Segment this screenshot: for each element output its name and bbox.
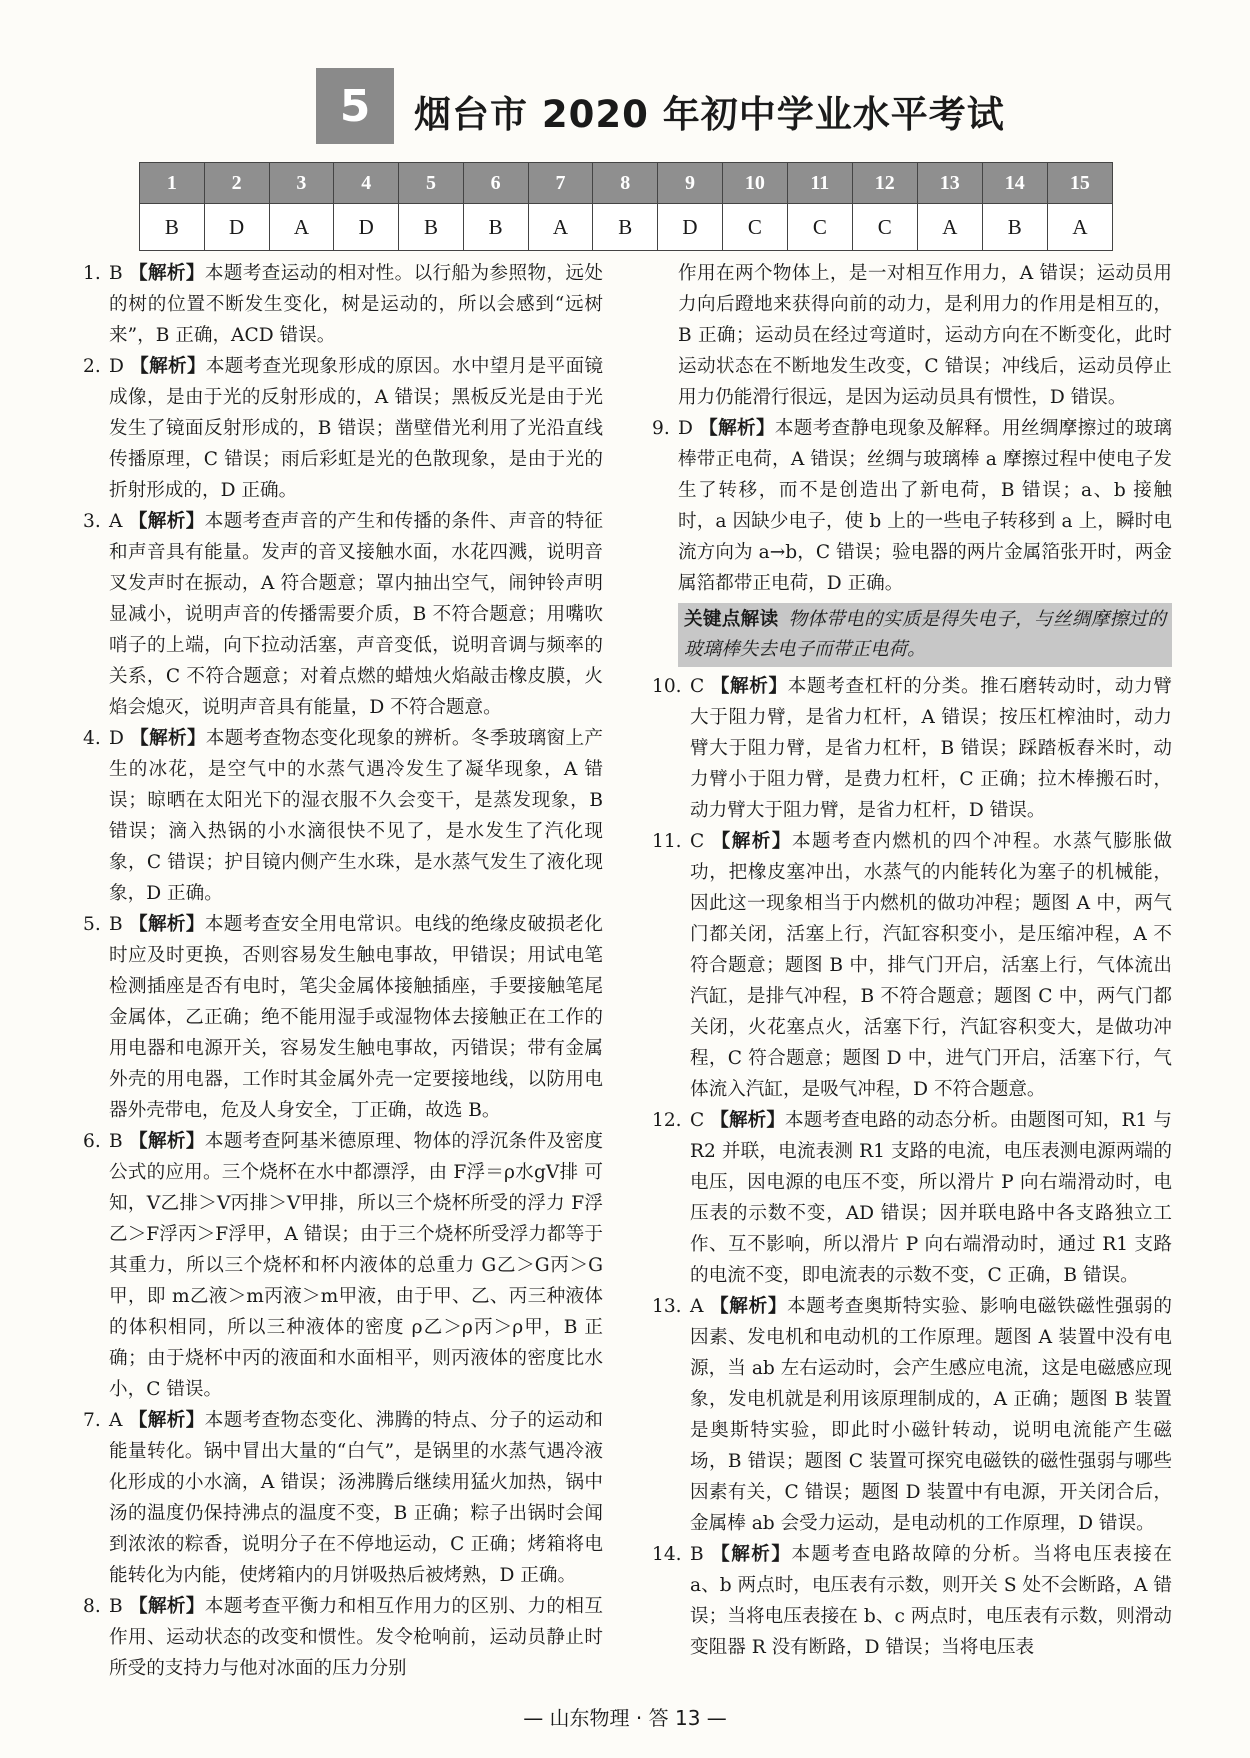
answer-letter: D [109,356,124,377]
question-number: 13. [652,1296,682,1317]
question-number: 4. [83,728,101,749]
question-number: 2. [83,356,101,377]
analysis-tag: 【解析】 [711,1544,792,1565]
answer-table [139,162,1113,251]
question-number: 6. [83,1131,101,1152]
question-number-cell: 11 [787,163,852,204]
analysis-tag: 【解析】 [128,511,205,532]
answer-letter: A [109,511,123,532]
key-point-box [678,603,1172,667]
question-number-cell: 3 [269,163,334,204]
answer-letter: B [109,914,123,935]
explanation-item [652,1539,1172,1663]
explanation-text: 本题考查静电现象及解释。用丝绸摩擦过的玻璃棒带正电荷，A 错误；丝绸与玻璃棒 a 摩擦过程中使电子发生了转移，而不是创造出了新电荷，B 错误；a、b 接触时，a 因缺少电子，使 b 上的一些电子转移到 a 上，瞬时电流方向为 a→b，C 错误；验电器的两片金属箔张开时，两金属箔都带正电荷，D 正确。 [678,418,1172,594]
answer-cell: C [852,204,917,251]
answer-letter: C [690,1110,705,1131]
answer-cell: B [463,204,528,251]
explanation-text: 本题考查阿基米德原理、物体的浮沉条件及密度公式的应用。三个烧杯在水中都漂浮，由 F浮＝ρ水gV排 可知，V乙排＞V丙排＞V甲排，所以三个烧杯所受的浮力 F浮乙＞F浮丙＞F浮甲，A 错误；由于三个烧杯所受浮力都等于其重力，所以三个烧杯和杯内液体的总重力 G乙＞G丙＞G甲，即 m乙液＞m丙液＞m甲液，由于甲、乙、丙三种液体的体积相同，所以三种液体的密度 ρ乙＞ρ丙＞ρ甲，B 正确；由于烧杯中丙的液面和水面相平，则丙液体的密度比水小，C 错误。 [109,1131,603,1400]
explanation-text: 本题考查运动的相对性。以行船为参照物，远处的树的位置不断发生变化，树是运动的，所以会感到“远树来”，B 正确，ACD 错误。 [109,263,603,346]
explanation-item [83,723,603,909]
answer-cell: A [269,204,334,251]
answer-cell: A [1047,204,1112,251]
question-number-cell: 1 [140,163,205,204]
left-column [83,258,603,1684]
explanation-item [652,1105,1172,1291]
analysis-tag: 【解析】 [130,356,206,377]
answer-letter: D [109,728,124,749]
analysis-tag: 【解析】 [130,728,206,749]
question-number-cell: 2 [204,163,269,204]
question-number-cell: 6 [463,163,528,204]
question-number-cell: 13 [917,163,982,204]
answer-cell: B [982,204,1047,251]
question-number: 8. [83,1596,101,1617]
explanation-item [83,351,603,506]
question-number: 10. [652,676,682,697]
answer-table-answer-row [140,204,1113,251]
answer-letter: C [690,831,705,852]
analysis-tag: 【解析】 [711,831,792,852]
explanation-item [83,258,603,351]
explanations-after-key [652,671,1172,1663]
question-number: 1. [83,263,101,284]
question-number: 14. [652,1544,682,1565]
question-number-cell: 14 [982,163,1047,204]
answer-cell: A [917,204,982,251]
answer-letter: C [690,676,705,697]
question-number: 9. [652,418,670,439]
explanation-text: 本题考查奥斯特实验、影响电磁铁磁性强弱的因素、发电机和电动机的工作原理。题图 A 装置中没有电源，当 ab 左右运动时，会产生感应电流，这是电磁感应现象，发电机就是利用该原理制成的，A 正确；题图 B 装置是奥斯特实验，即此时小磁针转动，说明电流能产生磁场，B 错误；题图 C 装置可探究电磁铁的磁性强弱与哪些因素有关，C 错误；题图 D 装置中有电源，开关闭合后，金属棒 ab 会受力运动，是电动机的工作原理，D 错误。 [690,1296,1172,1534]
explanation-item [83,909,603,1126]
answer-letter: A [109,1410,123,1431]
answer-cell: C [787,204,852,251]
answer-cell: B [399,204,464,251]
answer-letter: B [109,1131,123,1152]
explanation-text: 本题考查物态变化、沸腾的特点、分子的运动和能量转化。锅中冒出大量的“白气”，是锅里的水蒸气遇冷液化形成的小水滴，A 错误；汤沸腾后继续用猛火加热，锅中汤的温度仍保持沸点的温度不变，B 正确；粽子出锅时会闻到浓浓的粽香，说明分子在不停地运动，C 正确；烤箱将电能转化为内能，使烤箱内的月饼吸热后被烤熟，D 正确。 [109,1410,603,1586]
question-number: 7. [83,1410,101,1431]
question-number: 12. [652,1110,682,1131]
answer-table-header-row [140,163,1113,204]
explanation-text: 本题考查声音的产生和传播的条件、声音的特征和声音具有能量。发声的音叉接触水面，水花四溅，说明音叉发声时在振动，A 符合题意；罩内抽出空气，闹钟铃声明显减小，说明声音的传播需要介质，B 不符合题意；用嘴吹哨子的上端，向下拉动活塞，声音变低，说明音调与频率的关系，C 不符合题意；对着点燃的蜡烛火焰敲击橡皮膜，火焰会熄灭，说明声音具有能量，D 不符合题意。 [109,511,603,718]
answer-cell: D [334,204,399,251]
answer-cell: B [593,204,658,251]
analysis-tag: 【解析】 [128,1131,205,1152]
explanation-text: 本题考查平衡力和相互作用力的区别、力的相互作用、运动状态的改变和惯性。发令枪响前，运动员静止时所受的支持力与他对冰面的压力分别 [109,1596,603,1679]
analysis-tag: 【解析】 [128,1410,205,1431]
analysis-tag: 【解析】 [128,914,205,935]
question-number-cell: 4 [334,163,399,204]
question-number: 3. [83,511,101,532]
explanation-text: 本题考查内燃机的四个冲程。水蒸气膨胀做功，把橡皮塞冲出，水蒸气的内能转化为塞子的机械能，因此这一现象相当于内燃机的做功冲程；题图 A 中，两气门都关闭，活塞上行，汽缸容积变小，是压缩冲程，A 不符合题意；题图 B 中，排气门开启，活塞上行，气体流出汽缸，是排气冲程，B 不符合题意；题图 C 中，两气门都关闭，火花塞点火，活塞下行，汽缸容积变大，是做功冲程，C 符合题意；题图 D 中，进气门开启，活塞下行，气体流入汽缸，是吸气冲程，D 不符合题意。 [690,831,1172,1100]
analysis-tag: 【解析】 [699,418,775,439]
question-number-cell: 10 [722,163,787,204]
explanation-text: 本题考查安全用电常识。电线的绝缘皮破损老化时应及时更换，否则容易发生触电事故，甲错误；用试电笔检测插座是否有电时，笔尖金属体接触插座，手要接触笔尾金属体，乙正确；绝不能用湿手或湿物体去接触正在工作的用电器和电源开关，容易发生触电事故，丙错误；带有金属外壳的用电器，工作时其金属外壳一定要接地线，以防用电器外壳带电，危及人身安全，丁正确，故选 B。 [109,914,603,1121]
explanation-text: 本题考查电路故障的分析。当将电压表接在 a、b 两点时，电压表有示数，则开关 S 处不会断路，A 错误；当将电压表接在 b、c 两点时，电压表有示数，则滑动变阻器 R 没有断路，D 错误；当将电压表 [690,1544,1172,1658]
section-number-badge: 5 [316,68,394,144]
page-footer: — 山东物理 · 答 13 — [523,1706,727,1730]
answer-letter: D [678,418,693,439]
answer-cell: D [658,204,723,251]
explanation-item [83,1126,603,1405]
question-number: 11. [652,831,682,852]
answer-cell: A [528,204,593,251]
explanations-before-key [652,413,1172,599]
answer-cell: B [140,204,205,251]
answer-cell: D [204,204,269,251]
analysis-tag: 【解析】 [710,676,788,697]
explanation-item [652,826,1172,1105]
question-number-cell: 8 [593,163,658,204]
continued-explanation: 作用在两个物体上，是一对相互作用力，A 错误；运动员用力向后蹬地来获得向前的动力，是利用力的作用是相互的，B 正确；运动员在经过弯道时，运动方向在不断变化，此时运动状态在不断地发生改变，C 错误；冲线后，运动员停止用力仍能滑行很远，是因为运动员具有惯性，D 错误。 [678,263,1172,408]
question-number-cell: 12 [852,163,917,204]
explanation-item [83,1591,603,1684]
question-number-cell: 5 [399,163,464,204]
explanation-text: 本题考查物态变化现象的辨析。冬季玻璃窗上产生的冰花，是空气中的水蒸气遇冷发生了凝华现象，A 错误；晾晒在太阳光下的湿衣服不久会变干，是蒸发现象，B 错误；滴入热锅的小水滴很快不见了，是水发生了汽化现象，C 错误；护目镜内侧产生水珠，是水蒸气发生了液化现象，D 正确。 [109,728,603,904]
page-title: 烟台市 2020 年初中学业水平考试 [414,93,1005,136]
explanation-item [652,1291,1172,1539]
explanation-text: 本题考查杠杆的分类。推石磨转动时，动力臂大于阻力臂，是省力杠杆，A 错误；按压杠榨油时，动力臂大于阻力臂，是省力杠杆，B 错误；踩踏板舂米时，动力臂小于阻力臂，是费力杠杆，C 正确；拉木棒搬石时，动力臂大于阻力臂，是省力杠杆，D 错误。 [690,676,1172,821]
answer-letter: B [690,1544,704,1565]
analysis-tag: 【解析】 [710,1110,786,1131]
explanation-item [652,413,1172,599]
explanation-item [652,671,1172,826]
analysis-tag: 【解析】 [128,1596,205,1617]
right-column [652,258,1172,1663]
explanation-item [83,506,603,723]
question-number-cell: 7 [528,163,593,204]
answer-letter: A [690,1296,704,1317]
answer-letter: B [109,263,123,284]
key-point-label: 关键点解读 [684,609,779,630]
key-point-text: 物体带电的实质是得失电子，与丝绸摩擦过的玻璃棒失去电子而带正电荷。 [684,609,1166,660]
question-number-cell: 9 [658,163,723,204]
explanation-text: 本题考查光现象形成的原因。水中望月是平面镜成像，是由于光的反射形成的，A 错误；黑板反光是由于光发生了镜面反射形成的，B 错误；凿壁借光利用了光沿直线传播原理，C 错误；雨后彩虹是光的色散现象，是由于光的折射形成的，D 正确。 [109,356,603,501]
answer-letter: B [109,1596,123,1617]
explanation-text: 本题考查电路的动态分析。由题图可知，R1 与 R2 并联，电流表测 R1 支路的电流，电压表测电源两端的电压，因电源的电压不变，所以滑片 P 向右端滑动时，电压表的示数不变，AD 错误；因并联电路中各支路独立工作、互不影响，所以滑片 P 向右端滑动时，通过 R1 支路的电流不变，即电流表的示数不变，C 正确，B 错误。 [690,1110,1172,1286]
analysis-tag: 【解析】 [128,263,205,284]
analysis-tag: 【解析】 [710,1296,788,1317]
question-number-cell: 15 [1047,163,1112,204]
answer-cell: C [722,204,787,251]
explanation-item [83,1405,603,1591]
question-number: 5. [83,914,101,935]
